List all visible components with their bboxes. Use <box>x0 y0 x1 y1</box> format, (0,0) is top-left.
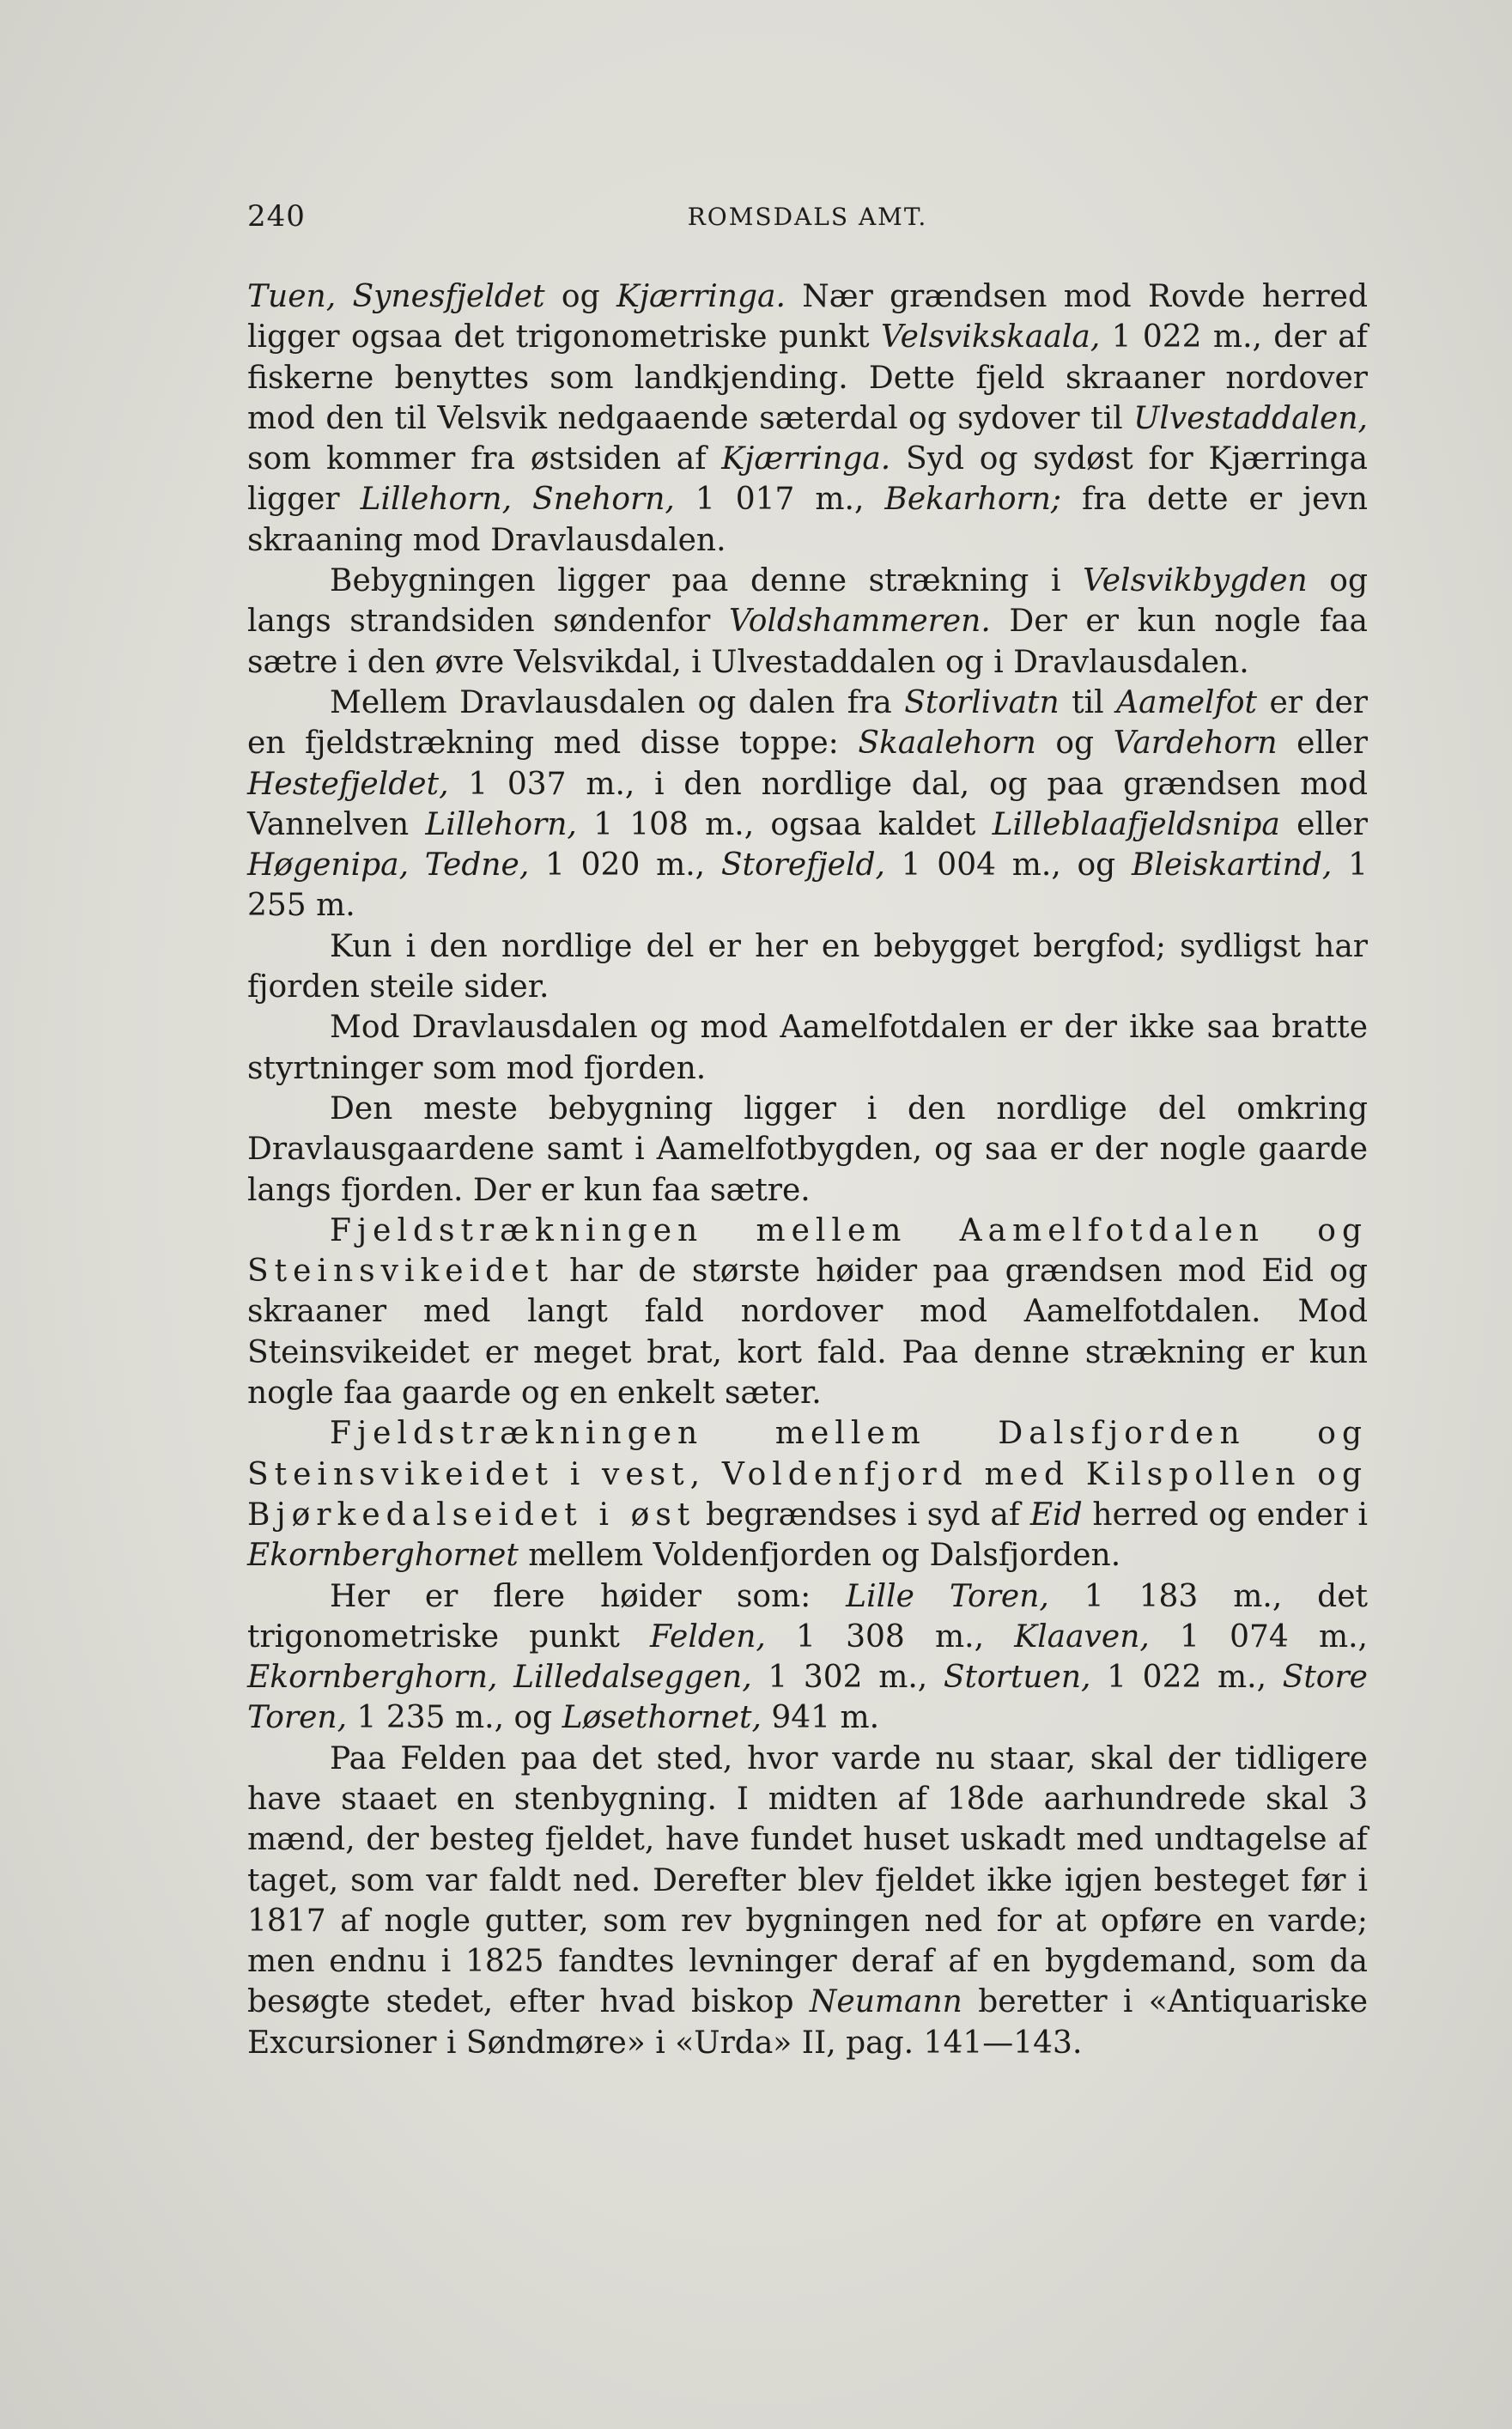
text-run: mellem Voldenfjorden og Dalsfjorden. <box>518 1538 1121 1574</box>
text-run: Bebygningen ligger paa denne strækning i <box>330 563 1084 599</box>
text-run: Mod Dravlausdalen og mod Aamelfotdalen er der ikke saa bratte styrtninger som mod fjorden. <box>247 1010 1368 1086</box>
text-run: 1 074 m., <box>1149 1618 1368 1655</box>
italic-term: Stortuen, <box>943 1660 1091 1696</box>
spaced-heading: Fjeldstrækningen mellem Aamelfotdalen og Steinsvikeidet <box>247 1212 1368 1290</box>
text-run: Den meste bebygning ligger i den nordlige del omkring Dravlausgaardene samt i Aamelfotbygden, og saa er der nogle gaarde langs fjorden. Der er kun faa sætre. <box>247 1090 1368 1208</box>
text-run: 1 022 m., der af fiskerne benyttes som landkjending. Dette fjeld skraaner nordover mod den til Velsvik nedgaaende sæterdal og sydover til <box>247 319 1368 436</box>
italic-term: Felden, <box>650 1618 766 1655</box>
italic-term: Høgenipa, Tedne, <box>247 847 530 884</box>
paragraph <box>247 1413 1368 1576</box>
text-run: Kun i den nordlige del er her en bebygget bergfod; sydligst har fjorden steile sider. <box>247 928 1368 1005</box>
italic-term: Ekornberghornet <box>247 1538 519 1574</box>
text-run: som kommer fra østsiden af <box>247 441 722 477</box>
text-run: eller <box>1279 806 1368 842</box>
paragraph <box>247 1576 1368 1739</box>
italic-term: Voldshammeren. <box>729 604 991 640</box>
italic-term: Lille Toren, <box>846 1578 1049 1614</box>
italic-term: Aamelfot <box>1116 684 1257 720</box>
text-run: herred og ender i <box>1082 1497 1369 1533</box>
italic-term: Hestefjeldet, <box>247 766 449 802</box>
paragraph <box>247 926 1368 1008</box>
paragraph <box>247 1089 1368 1211</box>
italic-term: Lillehorn, <box>425 806 577 842</box>
text-run: eller <box>1277 726 1368 762</box>
text-run: 1 235 m., og <box>347 1700 562 1736</box>
paragraph <box>247 1007 1368 1089</box>
italic-term: Tuen, Synesfjeldet <box>247 279 545 314</box>
text-run: 1 302 m., <box>751 1660 944 1696</box>
paragraph <box>247 683 1368 926</box>
page-header <box>247 199 1368 242</box>
italic-term: Lilleblaafjeldsnipa <box>992 806 1280 842</box>
italic-term: Storefjeld, <box>720 847 885 884</box>
text-run: Paa Felden paa det sted, hvor varde nu staar, skal der tidligere have staaet en stenbygning. I midten af 18de aarhundrede skal 3 mænd, der besteg fjeldet, have fundet huset uskadt med undtagelse af taget, som var faldt ned. Derefter blev fjeldet ikke igjen besteget før i 1817 af nogle gutter, som rev bygningen ned for at opføre en varde; men endnu i 1825 fandtes levninger deraf af en bygdemand, som da besøgte stedet, efter hvad biskop <box>247 1740 1368 2020</box>
paragraph <box>247 561 1368 683</box>
italic-term: Velsvikbygden <box>1083 563 1308 599</box>
spaced-heading: Fjeldstrækningen mellem Dalsfjorden og Steinsvikeidet i vest, Voldenfjord med Kilspollen og Bjørkedalseidet i øst <box>247 1416 1368 1533</box>
text-run: 1 020 m., <box>529 847 721 884</box>
italic-term: Store Toren, <box>247 1660 1368 1736</box>
body-text <box>247 276 1368 2063</box>
italic-term: Ulvestaddalen, <box>1133 400 1368 436</box>
text-run: 1 037 m., i den nordlige dal, og paa grændsen mod Vannelven <box>247 766 1368 842</box>
italic-term: Eid <box>1029 1497 1083 1533</box>
text-run: har de største høider paa grændsen mod Eid og skraaner med langt fald nordover mod Aamelfotdalen. Mod Steinsvikeidet er meget brat, kort fald. Paa denne strækning er kun nogle faa gaarde og en enkelt sæter. <box>247 1254 1368 1412</box>
text-run: 1 004 m., og <box>884 847 1132 884</box>
text-run: 1 308 m., <box>765 1618 1015 1655</box>
text-run: 1 017 m., <box>674 482 885 518</box>
italic-term: Ekornberghorn, Lilledalseggen, <box>247 1660 752 1696</box>
text-run: og langs strandsiden søndenfor <box>247 563 1369 640</box>
text-run: 1 255 m. <box>247 847 1368 924</box>
italic-term: Kjærringa. <box>721 441 891 477</box>
text-run: fra dette er jevn skraaning mod Dravlausdalen. <box>247 482 1368 558</box>
italic-term: Skaalehorn <box>858 726 1036 762</box>
italic-term: Vardehorn <box>1113 726 1278 762</box>
text-run: begrændses i syd af <box>695 1497 1030 1533</box>
italic-term: Lillehorn, Snehorn, <box>360 482 675 518</box>
text-run: 1 022 m., <box>1090 1660 1283 1696</box>
italic-term: Kjærringa. <box>616 279 786 314</box>
text-run: Her er flere høider som: <box>330 1578 847 1614</box>
text-run: og <box>1035 726 1114 762</box>
text-run: 1 183 m., det trigonometriske punkt <box>247 1578 1368 1655</box>
italic-term: Klaaven, <box>1014 1618 1150 1655</box>
text-run: Nær grændsen mod Rovde herred ligger ogsaa det trigonometriske punkt <box>247 279 1368 355</box>
text-run: Syd og sydøst for Kjærringa ligger <box>247 441 1368 518</box>
text-run: Mellem Dravlausdalen og dalen fra <box>330 684 905 720</box>
text-run: 1 108 m., ogsaa kaldet <box>576 806 993 842</box>
running-title: ROMSDALS AMT. <box>687 203 928 231</box>
text-run: 941 m. <box>761 1700 880 1736</box>
italic-term: Bleiskartind, <box>1131 847 1333 884</box>
italic-term: Løsethornet, <box>562 1700 762 1736</box>
italic-term: Neumann <box>809 1984 962 2020</box>
text-run: og <box>544 279 616 314</box>
text-run: til <box>1059 684 1117 720</box>
italic-term: Bekarhorn; <box>884 482 1062 518</box>
paragraph <box>247 1739 1368 2063</box>
text-run: Der er kun nogle faa sætre i den øvre Velsvikdal, i Ulvestaddalen og i Dravlausdalen. <box>247 604 1368 680</box>
italic-term: Velsvikskaala, <box>880 319 1101 355</box>
page-number: 240 <box>247 199 306 234</box>
paragraph <box>247 1211 1368 1413</box>
paragraph <box>247 276 1368 561</box>
text-run: er der en fjeldstrækning med disse toppe: <box>247 684 1368 762</box>
italic-term: Storlivatn <box>904 684 1060 720</box>
text-run: beretter i «Antiquariske Excursioner i Søndmøre» i «Urda» II, pag. 141—143. <box>247 1984 1368 2061</box>
